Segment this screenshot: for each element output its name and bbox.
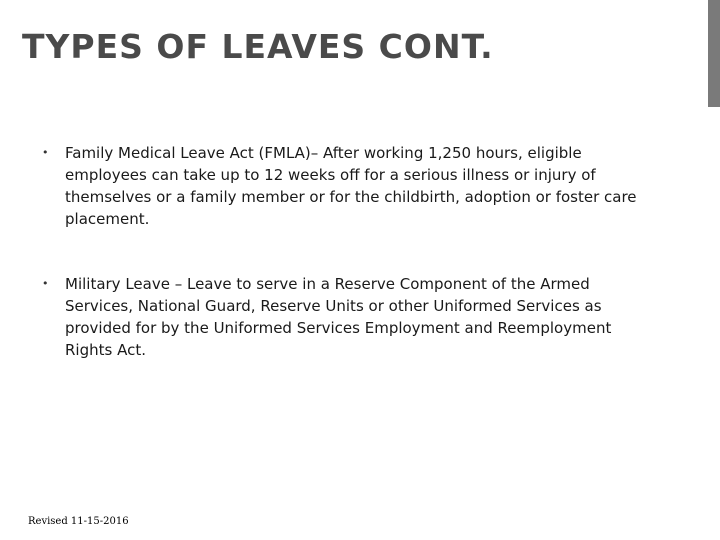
bullet-item-fmla: [40, 142, 640, 230]
slide-title: TYPES OF LEAVES CONT.: [22, 27, 494, 66]
bullet-text: Family Medical Leave Act (FMLA)– After working 1,250 hours, eligible employees can take up to 12 weeks off for a serious illness or injury of themselves or a family member or for the childbirth, adoption or foster care placement.: [65, 144, 637, 228]
bullet-item-military-leave: [40, 273, 640, 361]
bullet-marker: •: [42, 146, 49, 159]
bullet-marker: •: [42, 277, 49, 290]
bullet-list: [40, 142, 640, 404]
accent-bar: [708, 0, 720, 107]
bullet-text: Military Leave – Leave to serve in a Reserve Component of the Armed Services, National Guard, Reserve Units or other Uniformed Services as provided for by the Uniformed Services Employment and Reemployment Rights Act.: [65, 275, 612, 359]
revision-footer: Revised 11-15-2016: [28, 516, 129, 527]
